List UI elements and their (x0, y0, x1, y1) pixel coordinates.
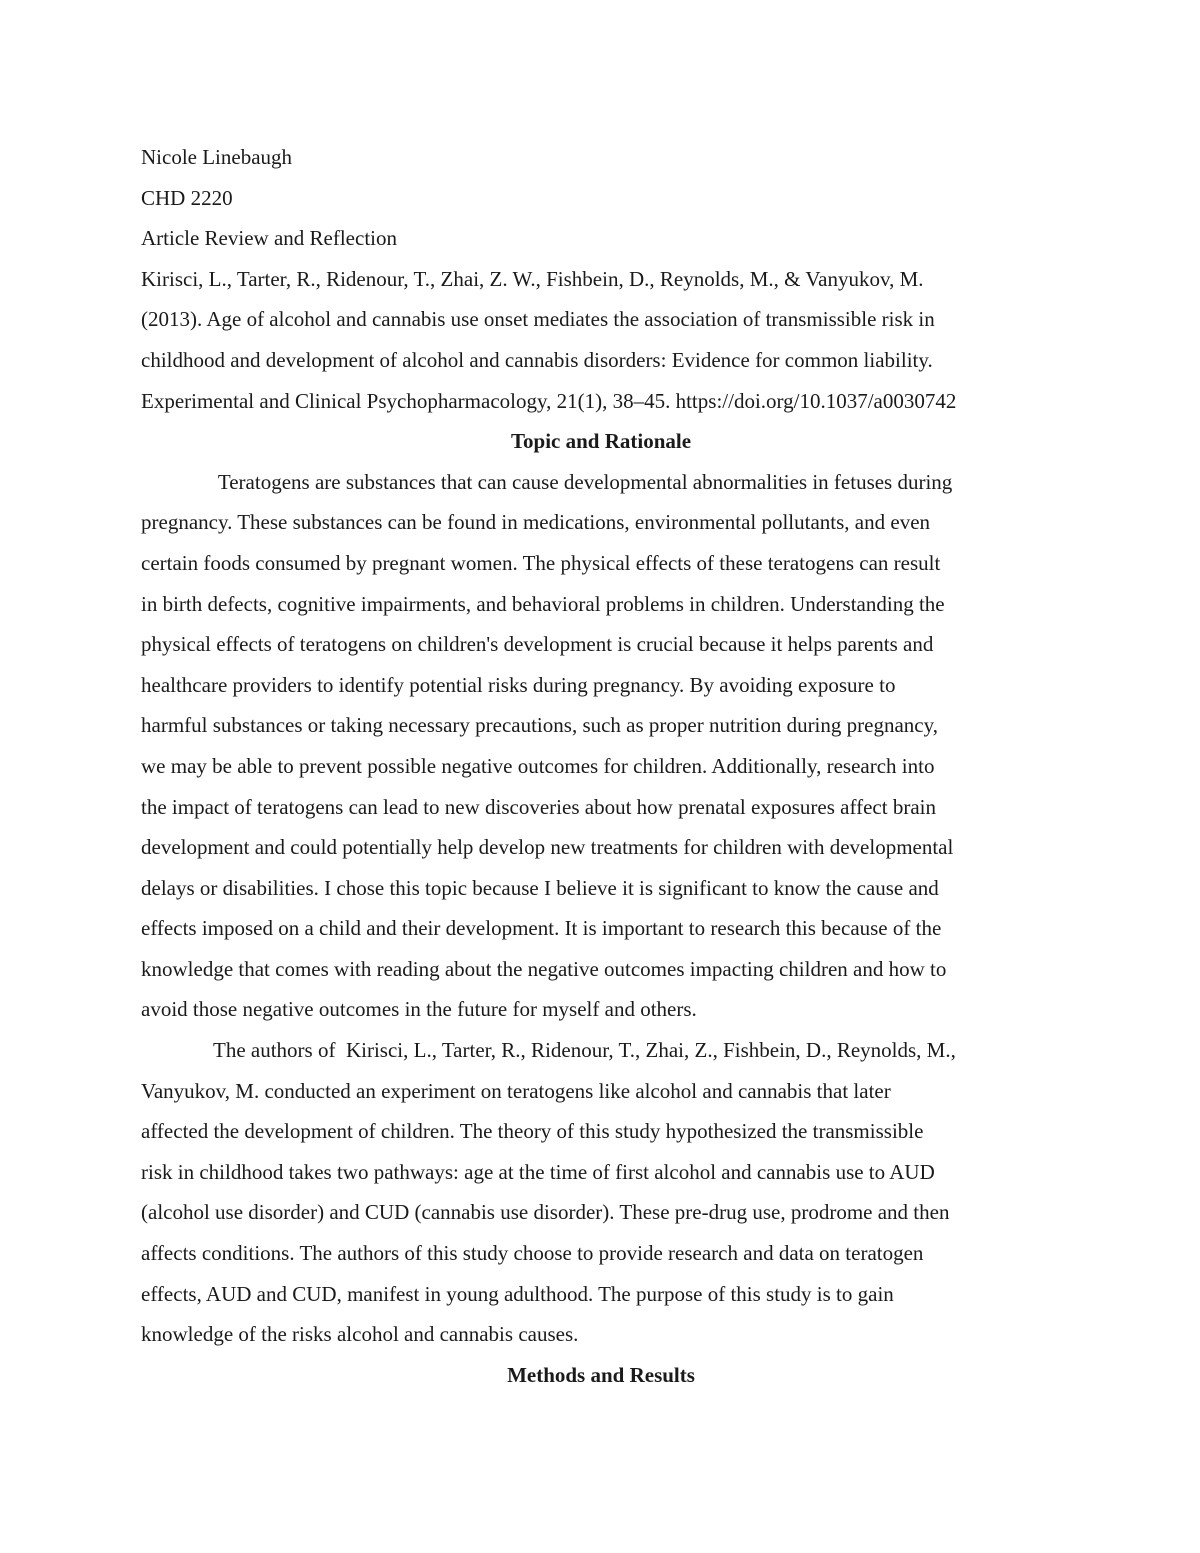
paragraph-line: affects conditions. The authors of this study choose to provide research and data on teratogen (141, 1241, 924, 1266)
citation-line: Kirisci, L., Tarter, R., Ridenour, T., Zhai, Z. W., Fishbein, D., Reynolds, M., & Vanyukov, M. (141, 266, 924, 291)
paragraph-line: The authors of Kirisci, L., Tarter, R., Ridenour, T., Zhai, Z., Fishbein, D., Reynolds, M., (213, 1038, 956, 1063)
assignment-title: Article Review and Reflection (141, 226, 397, 251)
paragraph-line: risk in childhood takes two pathways: age at the time of first alcohol and cannabis use to AUD (141, 1159, 935, 1184)
paragraph-line: Teratogens are substances that can cause developmental abnormalities in fetuses during (213, 469, 953, 494)
paragraph-line: the impact of teratogens can lead to new discoveries about how prenatal exposures affect brain (141, 794, 936, 819)
citation-line: childhood and development of alcohol and cannabis disorders: Evidence for common liability. (141, 347, 933, 372)
paragraph-line: knowledge of the risks alcohol and cannabis causes. (141, 1322, 579, 1347)
paragraph-line: effects imposed on a child and their development. It is important to research this because of the (141, 916, 942, 941)
course-code: CHD 2220 (141, 185, 233, 210)
paragraph-line: healthcare providers to identify potential risks during pregnancy. By avoiding exposure to (141, 672, 896, 697)
paragraph-topic-rationale (141, 462, 1061, 1030)
paragraph-line: effects, AUD and CUD, manifest in young adulthood. The purpose of this study is to gain (141, 1281, 894, 1306)
paragraph-line: knowledge that comes with reading about the negative outcomes impacting children and how to (141, 956, 947, 981)
reference-citation (141, 259, 1061, 421)
paragraph-line: delays or disabilities. I chose this topic because I believe it is significant to know the cause and (141, 875, 939, 900)
section-heading-methods: Methods and Results (507, 1362, 695, 1387)
section-heading-topic: Topic and Rationale (510, 429, 692, 454)
citation-line: (2013). Age of alcohol and cannabis use onset mediates the association of transmissible risk in (141, 307, 935, 332)
paragraph-line: avoid those negative outcomes in the future for myself and others. (141, 997, 697, 1022)
paragraph-study-summary (141, 1030, 1061, 1355)
paragraph-line: Vanyukov, M. conducted an experiment on teratogens like alcohol and cannabis that later (141, 1078, 891, 1103)
paragraph-line: pregnancy. These substances can be found in medications, environmental pollutants, and even (141, 510, 931, 535)
paragraph-line: in birth defects, cognitive impairments, and behavioral problems in children. Understanding the (141, 591, 945, 616)
author-name: Nicole Linebaugh (141, 145, 293, 169)
paragraph-line: affected the development of children. The theory of this study hypothesized the transmissible (141, 1119, 924, 1144)
paragraph-line: harmful substances or taking necessary precautions, such as proper nutrition during pregnancy, (141, 713, 938, 738)
paragraph-line: we may be able to prevent possible negative outcomes for children. Additionally, research into (141, 753, 935, 778)
paragraph-line: certain foods consumed by pregnant women. The physical effects of these teratogens can result (141, 550, 941, 575)
paragraph-line: (alcohol use disorder) and CUD (cannabis use disorder). These pre-drug use, prodrome and then (141, 1200, 950, 1225)
document-page (141, 137, 1061, 1395)
citation-line: Experimental and Clinical Psychopharmacology, 21(1), 38–45. https://doi.org/10.1037/a0030742 (141, 388, 957, 413)
paragraph-line: development and could potentially help develop new treatments for children with developmental (141, 835, 954, 860)
paragraph-line: physical effects of teratogens on children's development is crucial because it helps parents and (141, 632, 934, 657)
